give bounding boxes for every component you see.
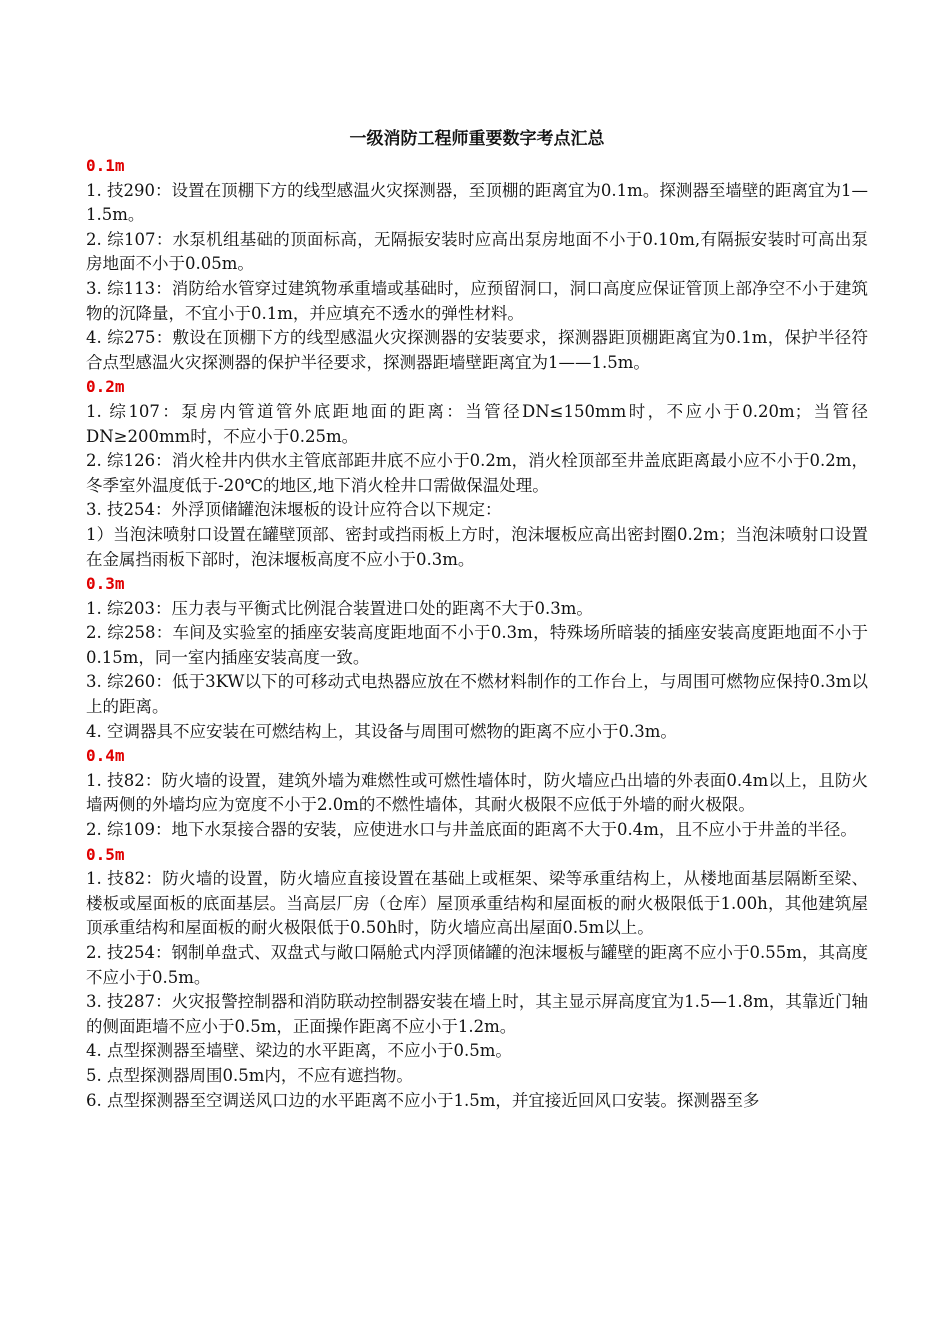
list-item: 2. 综126：消火栓井内供水主管底部距井底不应小于0.2m，消火栓顶部至井盖底距离最小应不小于0.2m，冬季室外温度低于-20℃的地区,地下消火栓井口需做保温处理。 bbox=[86, 451, 868, 495]
list-item: 1. 技290：设置在顶棚下方的线型感温火灾探测器，至顶棚的距离宜为0.1m。探测器至墙壁的距离宜为1—1.5m。 bbox=[86, 180, 868, 225]
list-item: 2. 技254：钢制单盘式、双盘式与敞口隔舱式内浮顶储罐的泡沫堰板与罐壁的距离不应小于0.55m，其高度不应小于0.5m。 bbox=[86, 943, 868, 987]
section-0-3m bbox=[86, 572, 868, 744]
list-item: 4. 综275：敷设在顶棚下方的线型感温火灾探测器的安装要求，探测器距顶棚距离宜为0.1m，保护半径符合点型感温火灾探测器的保护半径要求，探测器距墙壁距离宜为1——1.5m。 bbox=[86, 328, 868, 372]
list-item: 4. 点型探测器至墙壁、梁边的水平距离，不应小于0.5m。 bbox=[86, 1041, 512, 1061]
list-item: 2. 综258：车间及实验室的插座安装高度距地面不小于0.3m，特殊场所暗装的插座安装高度距地面不小于0.15m，同一室内插座安装高度一致。 bbox=[86, 623, 868, 667]
list-item: 2. 综109：地下水泵接合器的安装，应使进水口与井盖底面的距离不大于0.4m，且不应小于井盖的半径。 bbox=[86, 820, 857, 840]
list-item: 1. 综203：压力表与平衡式比例混合装置进口处的距离不大于0.3m。 bbox=[86, 598, 593, 618]
section-heading: 0.5m bbox=[86, 844, 125, 864]
list-item: 1）当泡沫喷射口设置在罐壁顶部、密封或挡雨板上方时，泡沫堰板应高出密封圈0.2m；当泡沫喷射口设置在金属挡雨板下部时，泡沫堰板高度不应小于0.3m。 bbox=[86, 524, 868, 569]
section-0-5m bbox=[86, 843, 868, 1114]
list-item: 5. 点型探测器周围0.5m内，不应有遮挡物。 bbox=[86, 1065, 413, 1085]
list-item: 6. 点型探测器至空调送风口边的水平距离不应小于1.5m，并宜接近回风口安装。探测器至多 bbox=[86, 1090, 760, 1110]
list-item: 3. 技254：外浮顶储罐泡沫堰板的设计应符合以下规定： bbox=[86, 500, 502, 520]
list-item: 1. 技82：防火墙的设置，建筑外墙为难燃性或可燃性墙体时，防火墙应凸出墙的外表面0.4m以上，且防火墙两侧的外墙均应为宽度不小于2.0m的不燃性墙体，其耐火极限不应低于外墙的耐火极限。 bbox=[86, 770, 868, 815]
document-body bbox=[86, 127, 868, 1113]
section-heading: 0.2m bbox=[86, 377, 125, 397]
list-item: 3. 综113：消防给水管穿过建筑物承重墙或基础时，应预留洞口，洞口高度应保证管顶上部净空不小于建筑物的沉降量，不宜小于0.1m，并应填充不透水的弹性材料。 bbox=[86, 278, 868, 323]
section-0-2m bbox=[86, 375, 868, 572]
list-item: 4. 空调器具不应安装在可燃结构上，其设备与周围可燃物的距离不应小于0.3m。 bbox=[86, 721, 677, 741]
list-item: 1. 技82：防火墙的设置，防火墙应直接设置在基础上或框架、梁等承重结构上，从楼地面基层隔断至梁、楼板或屋面板的底面基层。当高层厂房（仓库）屋顶承重结构和屋面板的耐火极限低于1.00h，其他建筑屋顶承重结构和屋面板的耐火极限低于0.50h时，防火墙应高出屋面0.5m以上。 bbox=[86, 869, 868, 938]
list-item: 2. 综107：水泵机组基础的顶面标高，无隔振安装时应高出泵房地面不小于0.10m,有隔振安装时可高出泵房地面不小于0.05m。 bbox=[86, 229, 868, 274]
list-item: 3. 综260：低于3KW以下的可移动式电热器应放在不燃材料制作的工作台上，与周围可燃物应保持0.3m以上的距离。 bbox=[86, 672, 868, 717]
list-item: 1. 综107：泵房内管道管外底距地面的距离：当管径DN≤150mm时，不应小于0.20m；当管径DN≥200mm时，不应小于0.25m。 bbox=[86, 401, 868, 446]
section-heading: 0.4m bbox=[86, 746, 125, 766]
section-0-4m bbox=[86, 744, 868, 842]
section-heading: 0.1m bbox=[86, 156, 125, 175]
list-item: 3. 技287：火灾报警控制器和消防联动控制器安装在墙上时，其主显示屏高度宜为1.5—1.8m，其靠近门轴的侧面距墙不应小于0.5m，正面操作距离不应小于1.2m。 bbox=[86, 992, 868, 1036]
document-title: 一级消防工程师重要数字考点汇总 bbox=[349, 129, 605, 149]
section-0-1m bbox=[86, 154, 868, 375]
section-heading: 0.3m bbox=[86, 574, 125, 594]
